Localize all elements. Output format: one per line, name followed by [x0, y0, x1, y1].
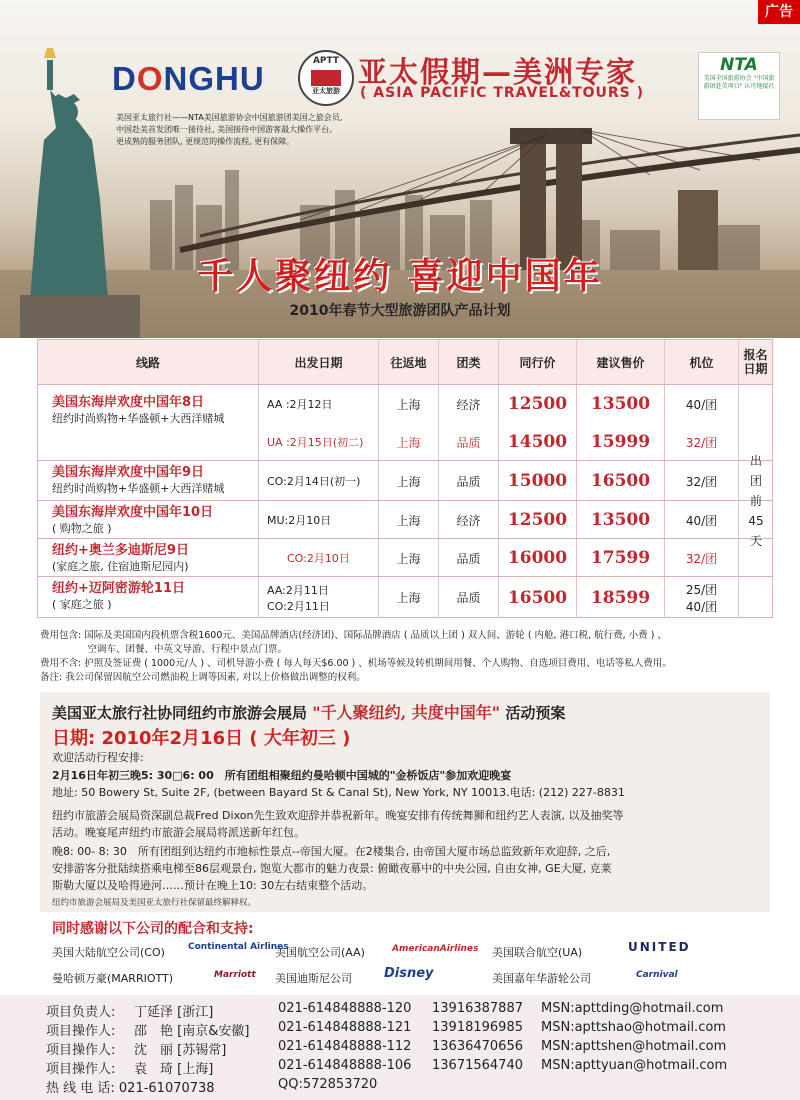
fee-remark: 备注: 我公司保留因航空公司燃油税上调等因素, 对以上价格做出调整的权利。: [40, 672, 366, 683]
fee-notes: [40, 629, 770, 685]
header-city: 往返地: [378, 340, 438, 384]
booking-char: 前: [749, 493, 762, 508]
header-price: 建议售价: [576, 340, 664, 384]
plan-subtitle: 2010年春节大型旅游团队产品计划: [289, 303, 511, 319]
booking-deadline: [738, 384, 773, 617]
route-title: 美国东海岸欢度中国年10日: [52, 505, 214, 520]
seats: 25/团: [685, 582, 718, 597]
booking-char: 出: [749, 453, 762, 468]
fee-excluded: 费用不含: 护照及签证费 ( 1000元/人 ) 、司机导游小费 ( 每人每天$6.00 ) 、机场等候及转机期间用餐、个人购物、自选项目费用、电话等私人费用。: [40, 658, 672, 669]
contact-name: 沈 丽 [苏锡常]: [134, 1043, 227, 1058]
booking-char: 天: [749, 533, 762, 548]
event-title-highlight: "千人聚纽约, 共度中国年": [312, 703, 501, 722]
intro-line: 更成熟的服务团队, 更规范的操作流程, 更有保障。: [116, 137, 295, 146]
table-row: [38, 500, 772, 539]
contact-mobile: 13671564740: [432, 1058, 523, 1073]
contact-msn[interactable]: MSN:apttyuan@hotmail.com: [541, 1058, 728, 1073]
event-address: 地址: 50 Bowery St, Suite 2F, (between Bayard St & Canal St), New York, NY 10013.电话: (212) 227-8831: [52, 786, 625, 799]
booking-char: 45: [748, 513, 764, 528]
route-title: 纽约+奥兰多迪斯尼9日: [52, 543, 189, 558]
carnival-logo: Carnival: [636, 970, 678, 980]
suggested-price: 18599: [576, 577, 664, 618]
event-welcome: 欢迎活动行程安排:: [52, 751, 144, 764]
suggested-price: 16500: [576, 461, 664, 501]
depart-date: CO:2月14日(初一): [267, 475, 361, 488]
city: 上海: [396, 397, 421, 412]
contact-mobile: 13636470656: [432, 1039, 523, 1054]
contact-role: 项目操作人:: [46, 1043, 116, 1058]
depart-date: CO:2月10日: [287, 552, 350, 565]
intro-line: 美国亚太旅行社——NTA美国旅游协会中国旅游团美国之旅会员,: [116, 113, 343, 122]
depart-date: AA :2月12日: [267, 398, 333, 411]
donghu-logo: [112, 60, 265, 98]
peer-price: 16500: [498, 577, 576, 618]
table-row: [38, 460, 772, 501]
contact-tel: 021-614848888-121: [278, 1020, 412, 1035]
city: 上海: [378, 461, 438, 501]
tour-type: 品质: [438, 577, 498, 618]
route-subtitle: ( 购物之旅 ): [52, 522, 112, 535]
peer-price: 14500: [507, 432, 568, 452]
table-header-row: [38, 340, 772, 384]
city: 上海: [378, 577, 438, 618]
tour-type: 品质: [438, 539, 498, 577]
contact-role: 项目操作人:: [46, 1024, 116, 1039]
sponsor-name: 美国大陆航空公司(CO): [52, 946, 165, 959]
sponsor-name: 美国迪斯尼公司: [275, 972, 352, 985]
contact-role: 项目负责人:: [46, 1005, 116, 1020]
logo-text-nghu: NGHU: [163, 60, 265, 97]
nta-logo: [698, 52, 780, 120]
event-title-pre: 美国亚太旅行社协同纽约市旅游会展局: [52, 704, 308, 722]
tour-type: 品质: [438, 461, 498, 501]
contact-name: 丁延泽 [浙江]: [134, 1005, 214, 1020]
table-row: [38, 576, 772, 618]
sponsors-title: 同时感谢以下公司的配合和支持:: [52, 921, 254, 937]
contacts-section: [0, 995, 800, 1100]
tour-type: 经济: [438, 501, 498, 539]
fee-included-cont: 空调车、团餐、中英文导游、行程中景点门票。: [40, 644, 288, 655]
booking-char: 团: [749, 473, 762, 488]
slogan: 千人聚纽约 喜迎中国年: [197, 255, 603, 297]
header-seats: 机位: [664, 340, 738, 384]
route-subtitle: ( 家庭之旅 ): [52, 598, 112, 611]
logo-text-d: D: [112, 60, 137, 97]
peer-price: 12500: [507, 394, 568, 414]
nta-logo-sub: 美国全国旅游协会 "中国旅游团赴美项目" 认可地接社: [703, 75, 775, 90]
sponsor-name: 美国联合航空(UA): [492, 946, 583, 959]
hotline: 热 线 电 话: 021-61070738: [46, 1081, 215, 1096]
aptt-logo-top: APTT: [312, 56, 340, 66]
event-line: 纽约市旅游会展局资深副总裁Fred Dixon先生致欢迎辞并恭祝新年。晚宴安排有传统舞狮和纽约艺人表演, 以及抽奖等: [52, 809, 624, 822]
ad-tag: 广告: [758, 0, 800, 24]
table-row: [38, 538, 772, 577]
qq-number: QQ:572853720: [278, 1077, 378, 1092]
event-line: 安排游客分批陆续搭乘电梯至86层观景台, 饱览大都市的魅力夜景: 俯瞰夜幕中的中央公园, 自由女神, GE大厦, 克莱: [52, 862, 612, 875]
contact-name: 袁 琦 [上海]: [134, 1062, 214, 1077]
event-line: 活动。晚宴尾声纽约市旅游会展局将派送新年红包。: [52, 826, 305, 839]
intro-line: 中国赴美首发团唯一接待社, 美国接待中国游客最大操作平台。: [116, 125, 338, 134]
city: 上海: [396, 435, 421, 450]
fee-included: 费用包含: 国际及美国国内段机票含税1600元、美国品牌酒店(经济团)、国际品牌酒店 ( 品质以上团 ) 双人间、游轮 ( 内舱, 港口税, 航行费, 小费 ) 、: [40, 630, 667, 641]
event-line: 晚8: 00- 8: 30 所有团组到达纽约市地标性景点--帝国大厦。在2楼集合, 由帝国大厦市场总监致新年欢迎辞, 之后,: [52, 845, 611, 858]
sponsor-name: 美国嘉年华游轮公司: [492, 972, 591, 985]
event-note: 纽约市旅游会展局及美国亚太旅行社保留最终解释权。: [52, 898, 257, 908]
contact-mobile: 13918196985: [432, 1020, 523, 1035]
header-peer-price: 同行价: [498, 340, 576, 384]
continental-logo: Continental Airlines: [188, 942, 289, 952]
seats: 32/团: [664, 461, 738, 501]
route-title: 美国东海岸欢度中国年8日: [52, 395, 205, 410]
route-title: 纽约+迈阿密游轮11日: [52, 581, 185, 596]
peer-price: 15000: [498, 461, 576, 501]
depart-date: UA :2月15日(初二): [267, 436, 364, 449]
city: 上海: [378, 501, 438, 539]
brand-title-en: ( ASIA PACIFIC TRAVEL&TOURS ): [360, 85, 645, 101]
contact-tel: 021-614848888-112: [278, 1039, 412, 1054]
depart-date: MU:2月10日: [267, 514, 332, 527]
contact-tel: 021-614848888-120: [278, 1001, 412, 1016]
contact-msn[interactable]: MSN:apttding@hotmail.com: [541, 1001, 724, 1016]
logo-text-o: O: [136, 60, 164, 97]
event-section: [40, 692, 770, 912]
event-line: 2月16日年初三晚5: 30□6: 00 所有团组相聚纽约曼哈顿中国城的"金桥饭店"参加欢迎晚宴: [52, 769, 512, 782]
contact-mobile: 13916387887: [432, 1001, 523, 1016]
peer-price: 12500: [498, 501, 576, 539]
route-subtitle: 纽约时尚购物+华盛顿+大西洋赌城: [52, 412, 225, 425]
route-title: 美国东海岸欢度中国年9日: [52, 465, 205, 480]
suggested-price: 13500: [576, 501, 664, 539]
tour-type: 经济: [456, 397, 481, 412]
header-date: 出发日期: [258, 340, 378, 384]
product-table: [37, 339, 773, 618]
route-subtitle: 纽约时尚购物+华盛顿+大西洋赌城: [52, 482, 225, 495]
header-type: 团类: [438, 340, 498, 384]
seats: 40/团: [685, 397, 718, 412]
contact-tel: 021-614848888-106: [278, 1058, 412, 1073]
marriott-logo: Marriott: [214, 970, 256, 980]
company-intro: [116, 112, 436, 148]
contact-msn[interactable]: MSN:apttshao@hotmail.com: [541, 1020, 726, 1035]
nta-logo-text: NTA: [720, 55, 758, 75]
seats: 40/团: [685, 599, 718, 614]
seats: 32/团: [664, 539, 738, 577]
header-booking: 报名日期: [738, 340, 772, 384]
united-logo: UNITED: [628, 940, 691, 954]
brand-title-cn: 亚太假期—美洲专家: [358, 55, 638, 89]
seats: 40/团: [664, 501, 738, 539]
event-date: 日期: 2010年2月16日 ( 大年初三 ): [52, 728, 351, 749]
sponsor-name: 美国航空公司(AA): [275, 946, 365, 959]
event-title: [52, 700, 565, 723]
depart-date: AA:2月11日: [267, 583, 329, 597]
city: 上海: [378, 539, 438, 577]
depart-date: CO:2月11日: [267, 599, 330, 613]
seats: 32/团: [685, 435, 718, 450]
disney-logo: Disney: [384, 966, 434, 981]
aptt-logo: [298, 50, 354, 106]
aptt-logo-bottom: 亚太旅游: [312, 87, 340, 95]
header-route: 线路: [135, 355, 160, 370]
suggested-price: 13500: [590, 394, 651, 414]
suggested-price: 15999: [590, 432, 651, 452]
contact-name: 邵 艳 [南京&安徽]: [134, 1024, 250, 1039]
tour-type: 品质: [456, 435, 481, 450]
peer-price: 16000: [498, 539, 576, 577]
contact-msn[interactable]: MSN:apttshen@hotmail.com: [541, 1039, 727, 1054]
american-airlines-logo: AmericanAirlines: [392, 944, 479, 954]
event-line: 斯勒大厦以及哈得逊河……预计在晚上10: 30左右结束整个活动。: [52, 879, 374, 892]
suggested-price: 17599: [576, 539, 664, 577]
table-row: [38, 384, 772, 461]
event-title-post: 活动预案: [505, 704, 566, 722]
route-subtitle: (家庭之旅, 住宿迪斯尼园内): [52, 560, 189, 573]
contact-role: 项目操作人:: [46, 1062, 116, 1077]
sponsor-name: 曼哈顿万豪(MARRIOTT): [52, 972, 174, 985]
